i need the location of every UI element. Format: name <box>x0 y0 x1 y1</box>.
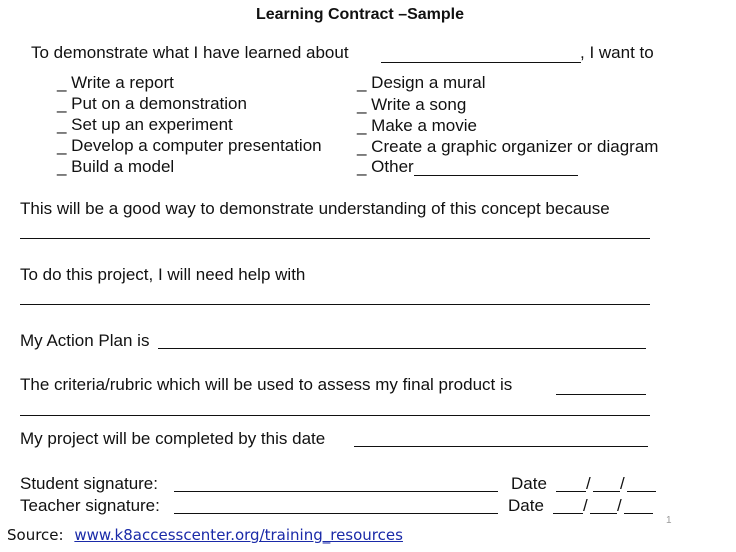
criteria-second-blank-line <box>20 415 650 416</box>
criteria-prompt: The criteria/rubric which will be used to assess my final product is <box>20 375 513 394</box>
source-label: Source: <box>7 526 64 544</box>
source-link[interactable]: www.k8accesscenter.org/training_resources <box>74 526 403 544</box>
intro-prefix: To demonstrate what I have learned about <box>31 43 349 62</box>
option-write-report: _ Write a report <box>57 73 174 92</box>
other-blank-line <box>414 175 578 176</box>
option-computer-presentation: _ Develop a computer presentation <box>57 136 322 155</box>
option-demonstration: _ Put on a demonstration <box>57 94 247 113</box>
action-plan-prompt: My Action Plan is <box>20 331 150 350</box>
teacher-date-sep-1: / <box>583 496 588 515</box>
option-design-mural: _ Design a mural <box>357 73 486 92</box>
teacher-date-sep-2: / <box>617 496 622 515</box>
page-title: Learning Contract –Sample <box>255 6 465 23</box>
help-prompt: To do this project, I will need help with <box>20 265 306 284</box>
option-write-song: _ Write a song <box>357 95 467 114</box>
teacher-date-year-line <box>624 513 653 514</box>
teacher-date-month-line <box>553 513 583 514</box>
student-date-day-line <box>593 491 620 492</box>
topic-blank-line <box>381 62 581 63</box>
understanding-prompt: This will be a good way to demonstrate understanding of this concept because <box>20 199 610 218</box>
teacher-signature-label: Teacher signature: <box>20 496 160 515</box>
understanding-blank-line <box>20 238 650 239</box>
student-date-label: Date <box>511 474 547 493</box>
intro-suffix: , I want to <box>580 43 654 62</box>
student-date-year-line <box>627 491 656 492</box>
help-blank-line <box>20 304 650 305</box>
option-other: _ Other <box>357 157 414 176</box>
student-date-sep-2: / <box>620 474 625 493</box>
option-build-model: _ Build a model <box>57 157 175 176</box>
option-experiment: _ Set up an experiment <box>57 115 233 134</box>
criteria-blank-line <box>556 394 646 395</box>
completion-blank-line <box>354 446 648 447</box>
source-line <box>7 528 403 543</box>
teacher-date-label: Date <box>508 496 544 515</box>
student-date-sep-1: / <box>586 474 591 493</box>
page-number: 1 <box>666 515 672 526</box>
teacher-signature-line <box>174 513 498 514</box>
student-signature-line <box>174 491 498 492</box>
action-plan-blank-line <box>158 348 646 349</box>
student-date-month-line <box>556 491 586 492</box>
option-graphic-organizer: _ Create a graphic organizer or diagram <box>357 137 659 156</box>
student-signature-label: Student signature: <box>20 474 158 493</box>
completion-prompt: My project will be completed by this date <box>20 429 326 448</box>
option-make-movie: _ Make a movie <box>357 116 477 135</box>
teacher-date-day-line <box>590 513 617 514</box>
